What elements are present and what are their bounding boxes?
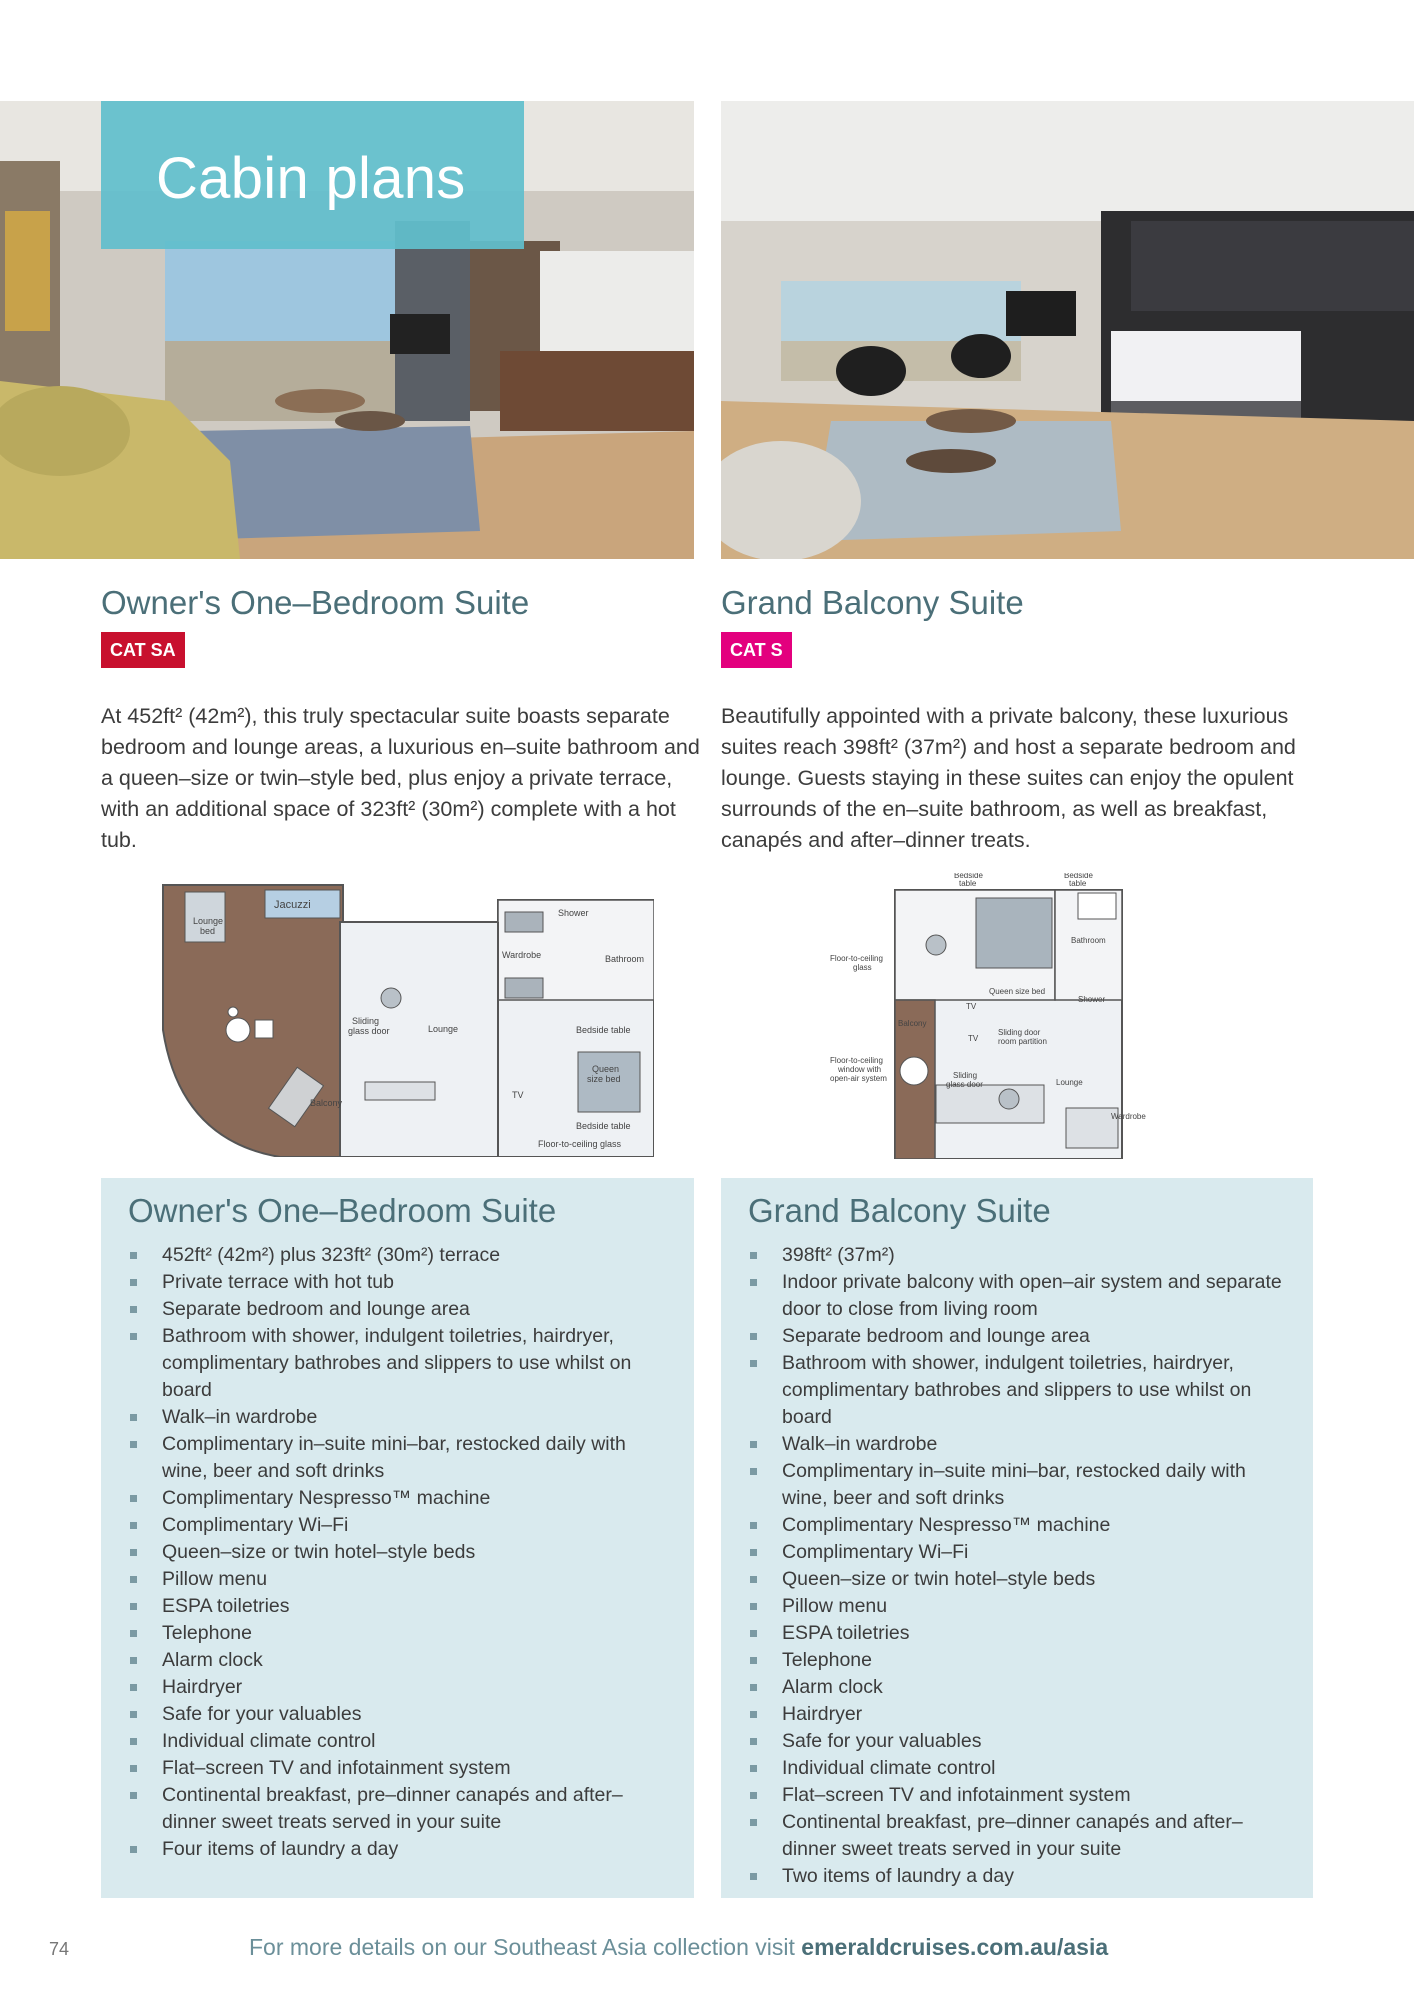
svg-text:open-air system: open-air system [830, 1074, 887, 1083]
list-item: ESPA toiletries [128, 1593, 673, 1620]
svg-text:Lounge: Lounge [1056, 1078, 1083, 1087]
list-item: Pillow menu [748, 1593, 1293, 1620]
owners-suite-heading: Owner's One–Bedroom Suite [101, 584, 530, 621]
svg-text:room partition: room partition [998, 1037, 1047, 1046]
svg-text:Jacuzzi: Jacuzzi [274, 899, 311, 911]
list-item: Complimentary Wi–Fi [128, 1512, 673, 1539]
owners-suite-description: At 452ft² (42m²), this truly spectacular suite boasts separate bedroom and lounge areas, a luxurious en–suite bathroom and a queen–size or twin–style bed, plus enjoy a private terrace, with an additional space of 323ft² (30m²) complete with a hot tub. [101, 704, 700, 852]
grand-balcony-floor-plan [828, 873, 1190, 1159]
svg-text:Bedside: Bedside [1064, 873, 1093, 880]
svg-text:Shower: Shower [558, 908, 589, 918]
list-item: Individual climate control [128, 1728, 673, 1755]
list-item: Walk–in wardrobe [748, 1431, 1293, 1458]
list-item: Complimentary in–suite mini–bar, restocked daily with wine, beer and soft drinks [128, 1431, 673, 1485]
svg-text:table: table [1069, 879, 1087, 888]
svg-text:TV: TV [512, 1090, 524, 1100]
list-item: Alarm clock [128, 1647, 673, 1674]
list-item: Queen–size or twin hotel–style beds [748, 1566, 1293, 1593]
svg-text:Queen: Queen [592, 1064, 620, 1074]
list-item: Queen–size or twin hotel–style beds [128, 1539, 673, 1566]
svg-text:Shower: Shower [1078, 995, 1106, 1004]
svg-text:Sliding: Sliding [953, 1071, 978, 1080]
list-item: Flat–screen TV and infotainment system [128, 1755, 673, 1782]
grand-balcony-heading: Grand Balcony Suite [721, 584, 1024, 621]
page-title-banner [101, 101, 524, 249]
list-item: Two items of laundry a day [748, 1863, 1293, 1890]
svg-text:Sliding door: Sliding door [998, 1028, 1041, 1037]
category-badge-sa: CAT SA [101, 632, 185, 668]
list-item: Walk–in wardrobe [128, 1404, 673, 1431]
list-item: Telephone [748, 1647, 1293, 1674]
svg-text:Queen size bed: Queen size bed [989, 987, 1046, 996]
svg-text:size bed: size bed [587, 1074, 621, 1084]
grand-balcony-description: Beautifully appointed with a private balcony, these luxurious suites reach 398ft² (37m²) and host a separate bedroom and lounge. Guests staying in these suites can enjoy the opulent surrounds of the en–suite bathroom, as well as breakfast, canapés and after–dinner treats. [721, 704, 1296, 852]
owners-suite-features [101, 1178, 694, 1898]
svg-text:Wardrobe: Wardrobe [1111, 1112, 1146, 1121]
list-item: Indoor private balcony with open–air system and separate door to close from living room [748, 1269, 1293, 1323]
svg-text:TV: TV [968, 1034, 979, 1043]
svg-text:Bathroom: Bathroom [605, 954, 645, 964]
svg-text:glass door: glass door [348, 1026, 390, 1036]
list-item: Separate bedroom and lounge area [128, 1296, 673, 1323]
list-item: Complimentary in–suite mini–bar, restocked daily with wine, beer and soft drinks [748, 1458, 1293, 1512]
list-item: Individual climate control [748, 1755, 1293, 1782]
svg-text:Balcony: Balcony [310, 1098, 343, 1108]
list-item: Alarm clock [748, 1674, 1293, 1701]
svg-text:Lounge: Lounge [193, 916, 224, 926]
list-item: Safe for your valuables [748, 1728, 1293, 1755]
svg-text:Bedside: Bedside [954, 873, 983, 880]
owners-suite-features-heading: Owner's One–Bedroom Suite [128, 1192, 557, 1229]
svg-text:Sliding: Sliding [352, 1016, 380, 1026]
grand-balcony-features [721, 1178, 1313, 1898]
svg-text:bed: bed [200, 926, 216, 936]
list-item: Separate bedroom and lounge area [748, 1323, 1293, 1350]
website-link[interactable]: emeraldcruises.com.au/asia [801, 1934, 1109, 1960]
svg-text:Lounge: Lounge [428, 1024, 459, 1034]
list-item: 398ft² (37m²) [748, 1242, 1293, 1269]
svg-text:Bedside table: Bedside table [576, 1121, 631, 1131]
list-item: Hairdryer [748, 1701, 1293, 1728]
page-number: 74 [49, 1939, 70, 1959]
category-badge-s: CAT S [721, 632, 792, 668]
list-item: Continental breakfast, pre–dinner canapés and after–dinner sweet treats served in your suite [748, 1809, 1293, 1863]
list-item: Private terrace with hot tub [128, 1269, 673, 1296]
grand-balcony-feature-list [748, 1242, 1293, 1890]
svg-text:Wardrobe: Wardrobe [502, 950, 542, 960]
svg-text:Balcony: Balcony [898, 1019, 927, 1028]
footer [249, 1934, 1108, 1961]
svg-text:TV: TV [966, 1002, 977, 1011]
list-item: Bathroom with shower, indulgent toiletries, hairdryer, complimentary bathrobes and slippers to use whilst on board [128, 1323, 673, 1404]
list-item: Complimentary Wi–Fi [748, 1539, 1293, 1566]
list-item: Telephone [128, 1620, 673, 1647]
grand-balcony-features-heading: Grand Balcony Suite [748, 1192, 1051, 1229]
svg-text:Bedside table: Bedside table [576, 1025, 631, 1035]
svg-text:Floor-to-ceiling glass: Floor-to-ceiling glass [538, 1139, 622, 1149]
footer-text: For more details on our Southeast Asia collection visit [249, 1934, 802, 1960]
list-item: Bathroom with shower, indulgent toiletries, hairdryer, complimentary bathrobes and slippers to use whilst on board [748, 1350, 1293, 1431]
list-item: Complimentary Nespresso™ machine [748, 1512, 1293, 1539]
list-item: ESPA toiletries [748, 1620, 1293, 1647]
svg-text:table: table [959, 879, 977, 888]
svg-text:Floor-to-ceiling: Floor-to-ceiling [830, 1056, 883, 1065]
list-item: 452ft² (42m²) plus 323ft² (30m²) terrace [128, 1242, 673, 1269]
list-item: Complimentary Nespresso™ machine [128, 1485, 673, 1512]
page-title: Cabin plans [156, 146, 466, 211]
svg-text:window with: window with [838, 1065, 882, 1074]
list-item: Continental breakfast, pre–dinner canapés and after–dinner sweet treats served in your suite [128, 1782, 673, 1836]
svg-text:glass: glass [853, 963, 872, 972]
list-item: Safe for your valuables [128, 1701, 673, 1728]
svg-text:glass door: glass door [946, 1080, 983, 1089]
list-item: Flat–screen TV and infotainment system [748, 1782, 1293, 1809]
owners-suite-feature-list [128, 1242, 673, 1863]
grand-balcony-photo [721, 101, 1414, 559]
list-item: Pillow menu [128, 1566, 673, 1593]
list-item: Hairdryer [128, 1674, 673, 1701]
svg-text:Floor-to-ceiling: Floor-to-ceiling [830, 954, 883, 963]
list-item: Four items of laundry a day [128, 1836, 673, 1863]
owners-suite-floor-plan [160, 880, 654, 1157]
svg-text:Bathroom: Bathroom [1071, 936, 1106, 945]
